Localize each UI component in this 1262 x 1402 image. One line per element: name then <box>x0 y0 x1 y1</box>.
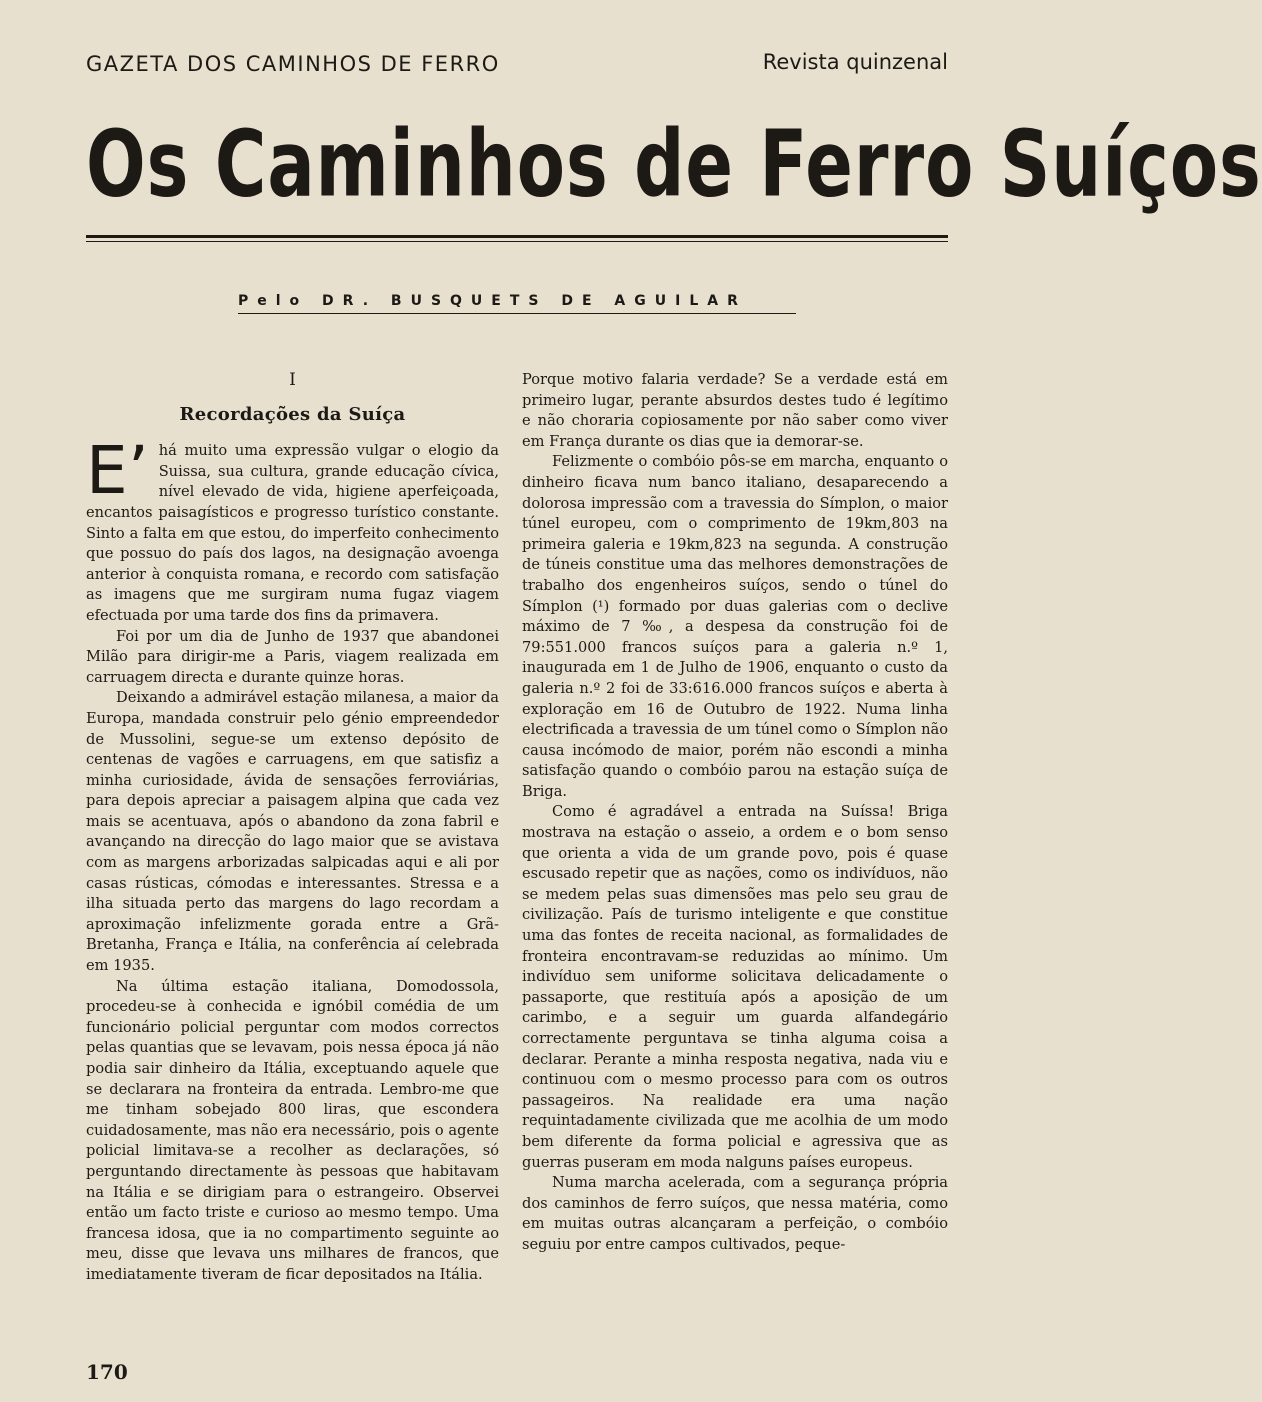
section-number: I <box>289 370 296 390</box>
right-column <box>522 370 948 1256</box>
paragraph: Na última estação italiana, Domodossola, procedeu-se à conhecida e ignóbil comédia de um funcionário policial perguntar com modos correctos pelas quantias que se levavam, pois nessa época já não podia sair dinheiro da Itália, exceptuando aquele que se declarara na fronteira da entrada. Lembro-me que me tinham sobejado 800 liras, que escondera cuidadosamente, mas não era necessário, pois o agente policial limitava-se a recolher as declarações, só perguntando directamente às pessoas que habitavam na Itália e se dirigiam para o estrangeiro. Observei então um facto triste e curioso ao mesmo tempo. Uma francesa idosa, que ia no compartimento seguinte ao meu, disse que levava uns milhares de francos, que imediatamente tiveram de ficar depositados na Itália. <box>86 977 499 1283</box>
paragraph: Deixando a admirável estação milanesa, a maior da Europa, mandada construir pelo génio empreendedor de Mussolini, segue-se um extenso depósito de centenas de vagões e carruagens, em que satisfiz a minha curiosidade, ávida de sensações ferroviárias, para depois apreciar a paisagem alpina que cada vez mais se acentuava, após o abandono da zona fabril e avançando na direcção do lago maior que se avistava com as margens arborizadas salpicadas aqui e ali por casas rústicas, cómodas e interessantes. Stressa e a ilha situada perto das margens do lago recordam a aproximação infelizmente gorada entre a Grã-Bretanha, França e Itália, na conferência aí celebrada em 1935. <box>86 689 499 975</box>
paragraph-text: há muito uma expressão vulgar o elogio da Suissa, sua cultura, grande educação cívica, nível elevado de vida, higiene aperfeiçoada, encantos paisagísticos e progresso turístico constante. Sinto a falta em que estou, do imperfeito conhecimento que possuo do país dos lagos, na designação avoenga anterior à conquista romana, e recordo com satisfação as imagens que me surgiram numa fugaz viagem efectuada por uma tarde dos fins da primavera. <box>86 442 499 624</box>
author-byline: Pelo DR. BUSQUETS DE AGUILAR <box>238 293 747 309</box>
article-title: Os Caminhos de Ferro Suíços <box>86 111 1262 218</box>
drop-cap: E’ <box>86 432 149 510</box>
page-number: 170 <box>86 1360 128 1384</box>
section-title: Recordações da Suíça <box>179 403 406 425</box>
title-rule-thin <box>86 241 948 242</box>
paragraph <box>86 432 499 626</box>
paragraph: Foi por um dia de Junho de 1937 que abandonei Milão para dirigir-me a Paris, viagem realizada em carruagem directa e durante quinze horas. <box>86 627 499 686</box>
magazine-name: GAZETA DOS CAMINHOS DE FERRO <box>86 52 500 76</box>
left-column <box>86 370 499 1286</box>
magazine-frequency: Revista quinzenal <box>762 50 948 74</box>
paragraph: Numa marcha acelerada, com a segurança própria dos caminhos de ferro suíços, que nessa matéria, como em muitas outras alcançaram a perfeição, o combóio seguiu por entre campos cultivados, peque- <box>522 1174 948 1253</box>
paragraph: Porque motivo falaria verdade? Se a verdade está em primeiro lugar, perante absurdos destes tudo é legítimo e não choraria copiosamente por não saber como viver em França durante os dias que ia demorar-se. <box>522 371 948 450</box>
paragraph: Felizmente o combóio pôs-se em marcha, enquanto o dinheiro ficava num banco italiano, desaparecendo a dolorosa impressão com a travessia do Símplon, o maior túnel europeu, com o comprimento de 19km,803 na primeira galeria e 19km,823 na segunda. A construção de túneis constitue uma das melhores demonstrações de trabalho dos engenheiros suíços, sendo o túnel do Símplon (¹) formado por duas galerias com o declive máximo de 7 ‰, a despesa da construção foi de 79:551.000 francos suíços para a galeria n.º 1, inaugurada em 1 de Julho de 1906, enquanto o custo da galeria n.º 2 foi de 33:616.000 francos suíços e aberta à exploração em 16 de Outubro de 1922. Numa linha electrificada a travessia de um túnel como o Símplon não causa incómodo de maior, porém não escondi a minha satisfação quando o combóio parou na estação suíça de Briga. <box>522 453 948 800</box>
byline-rule <box>238 313 796 314</box>
paragraph: Como é agradável a entrada na Suíssa! Briga mostrava na estação o asseio, a ordem e o bom senso que orienta a vida de um grande povo, pois é quase escusado repetir que as nações, como os indivíduos, não se medem pelas suas dimensões mas pelo seu grau de civilização. País de turismo inteligente e que constitue uma das fontes de receita nacional, as formalidades de fronteira encontravam-se reduzidas ao mínimo. Um indivíduo sem uniforme solicitava delicadamente o passaporte, que restituía após a aposição de um carimbo, e a seguir um guarda alfandegário correctamente perguntava se tinha alguma coisa a declarar. Perante a minha resposta negativa, nada viu e continuou com o mesmo processo para com os outros passageiros. Na realidade era uma nação requintadamente civilizada que me acolhia de um modo bem diferente da forma policial e agressiva que as guerras puseram em moda nalguns países europeus. <box>522 803 948 1171</box>
title-rule <box>86 235 948 238</box>
